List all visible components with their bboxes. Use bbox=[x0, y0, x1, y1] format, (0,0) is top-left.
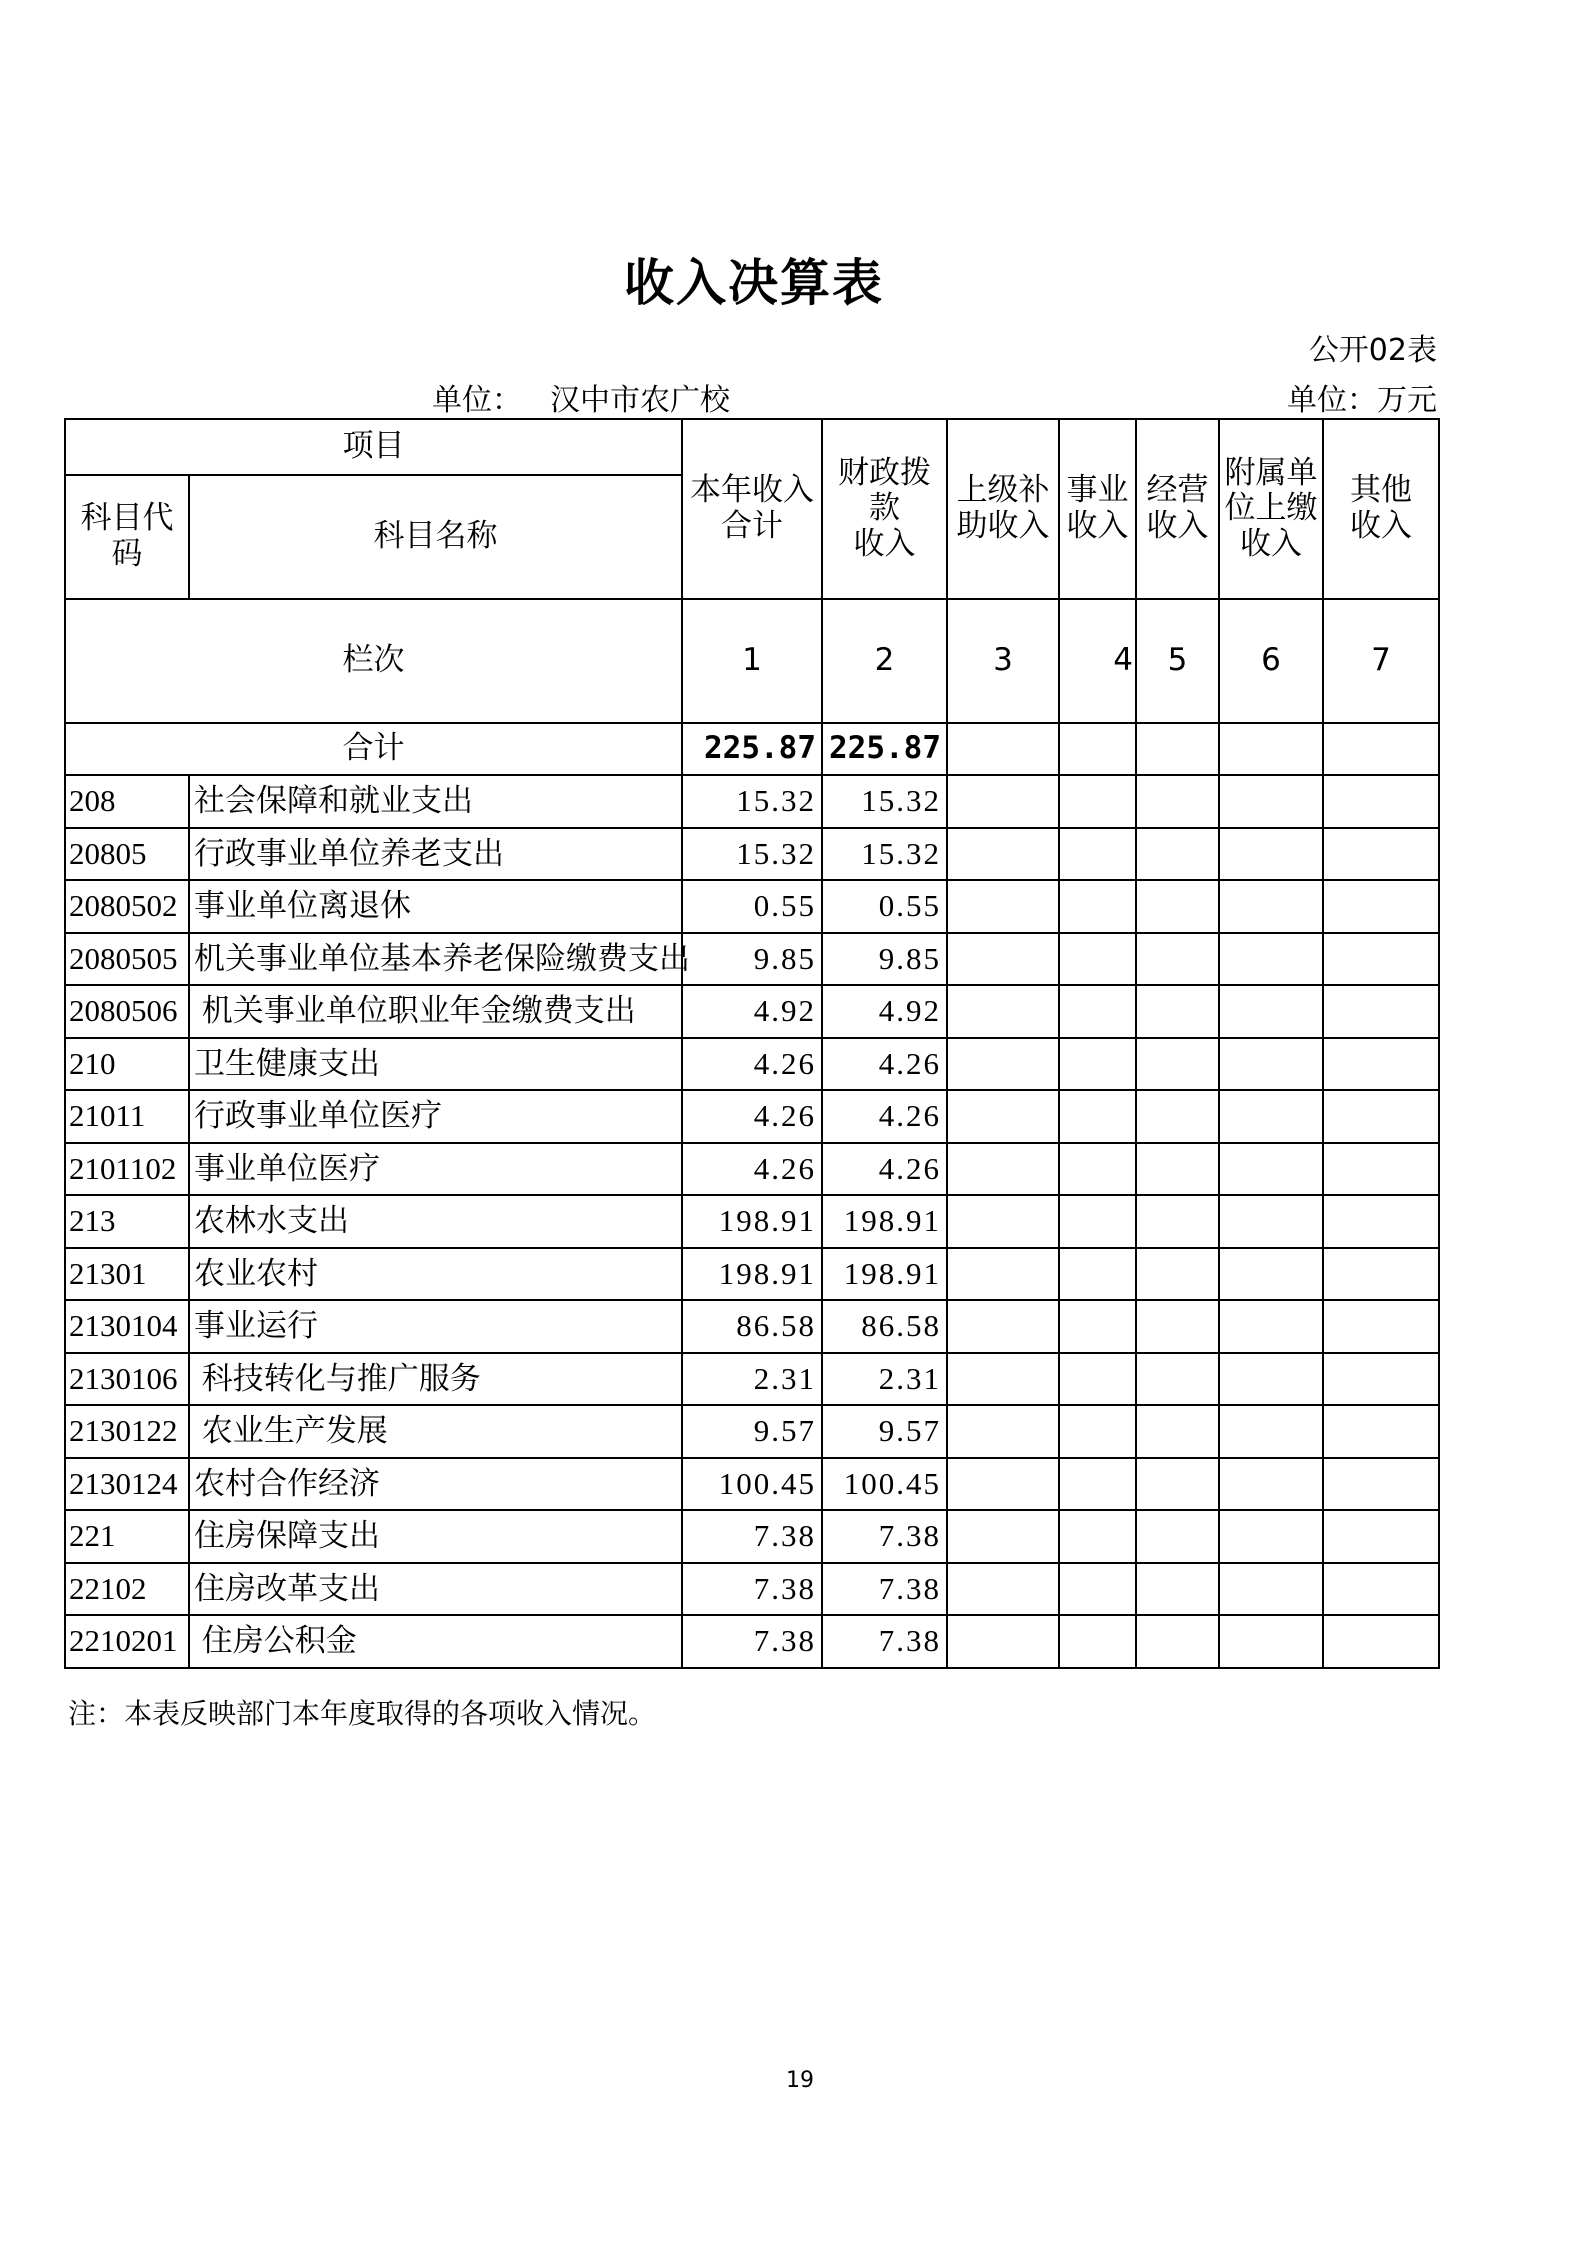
empty-cell bbox=[1323, 933, 1439, 986]
table-row bbox=[65, 1090, 1439, 1143]
income-total-cell: 7.38 bbox=[682, 1563, 822, 1616]
subject-name-cell: 农村合作经济 bbox=[189, 1458, 682, 1511]
empty-cell bbox=[947, 1300, 1059, 1353]
empty-cell bbox=[1219, 1300, 1323, 1353]
subject-name-cell: 机关事业单位职业年金缴费支出 bbox=[189, 985, 682, 1038]
total-empty-cell bbox=[1323, 723, 1439, 775]
header-income-total-line2: 合计 bbox=[721, 508, 783, 544]
fiscal-income-cell: 9.57 bbox=[822, 1405, 947, 1458]
subject-code-cell: 21011 bbox=[65, 1090, 189, 1143]
subject-code-cell: 210 bbox=[65, 1038, 189, 1091]
empty-cell bbox=[1323, 1458, 1439, 1511]
empty-cell bbox=[947, 880, 1059, 933]
empty-cell bbox=[1323, 1038, 1439, 1091]
empty-cell bbox=[1323, 1563, 1439, 1616]
empty-cell bbox=[1219, 1248, 1323, 1301]
table-row bbox=[65, 1143, 1439, 1196]
fiscal-income-cell: 198.91 bbox=[822, 1248, 947, 1301]
header-business-income bbox=[1059, 419, 1136, 599]
total-empty-cell bbox=[1219, 723, 1323, 775]
empty-cell bbox=[947, 1353, 1059, 1406]
table-row bbox=[65, 1300, 1439, 1353]
subject-name-cell: 事业单位医疗 bbox=[189, 1143, 682, 1196]
empty-cell bbox=[1059, 985, 1136, 1038]
empty-cell bbox=[1323, 1615, 1439, 1668]
empty-cell bbox=[1323, 1353, 1439, 1406]
empty-cell bbox=[1219, 1090, 1323, 1143]
total-empty-cell bbox=[1136, 723, 1219, 775]
empty-cell bbox=[1136, 1615, 1219, 1668]
empty-cell bbox=[947, 1563, 1059, 1616]
table-row bbox=[65, 880, 1439, 933]
header-other-income bbox=[1323, 419, 1439, 599]
empty-cell bbox=[1136, 1248, 1219, 1301]
subject-name-cell: 农业农村 bbox=[189, 1248, 682, 1301]
fiscal-income-cell: 4.26 bbox=[822, 1143, 947, 1196]
subject-code-cell: 2130106 bbox=[65, 1353, 189, 1406]
table-row bbox=[65, 1615, 1439, 1668]
empty-cell bbox=[1219, 880, 1323, 933]
empty-cell bbox=[1219, 1563, 1323, 1616]
header-affiliated-income-line3: 收入 bbox=[1240, 525, 1302, 562]
header-subject-code: 科目代码 bbox=[65, 475, 189, 599]
table-row bbox=[65, 985, 1439, 1038]
empty-cell bbox=[1136, 1458, 1219, 1511]
fiscal-income-cell: 198.91 bbox=[822, 1195, 947, 1248]
subject-name-cell: 农林水支出 bbox=[189, 1195, 682, 1248]
income-total-cell: 15.32 bbox=[682, 775, 822, 828]
income-total-cell: 86.58 bbox=[682, 1300, 822, 1353]
fiscal-income-cell: 7.38 bbox=[822, 1615, 947, 1668]
income-total-cell: 4.26 bbox=[682, 1090, 822, 1143]
fiscal-income-cell: 7.38 bbox=[822, 1563, 947, 1616]
empty-cell bbox=[1323, 1195, 1439, 1248]
empty-cell bbox=[1219, 1615, 1323, 1668]
header-operating-income bbox=[1136, 419, 1219, 599]
empty-cell bbox=[1059, 1510, 1136, 1563]
empty-cell bbox=[1059, 1038, 1136, 1091]
subject-code-cell: 22102 bbox=[65, 1563, 189, 1616]
empty-cell bbox=[1219, 1405, 1323, 1458]
money-unit: 单位：万元 bbox=[1287, 383, 1437, 418]
column-index-1: 1 bbox=[682, 599, 822, 723]
column-index-5: 5 bbox=[1136, 599, 1219, 723]
total-empty-cell bbox=[947, 723, 1059, 775]
empty-cell bbox=[1219, 1458, 1323, 1511]
fiscal-income-cell: 2.31 bbox=[822, 1353, 947, 1406]
income-total-cell: 7.38 bbox=[682, 1615, 822, 1668]
table-row bbox=[65, 1248, 1439, 1301]
empty-cell bbox=[947, 1038, 1059, 1091]
income-total-cell: 2.31 bbox=[682, 1353, 822, 1406]
empty-cell bbox=[1323, 1510, 1439, 1563]
page-title: 收入决算表 bbox=[624, 254, 884, 312]
empty-cell bbox=[1219, 985, 1323, 1038]
empty-cell bbox=[947, 1090, 1059, 1143]
column-index-3: 3 bbox=[947, 599, 1059, 723]
empty-cell bbox=[947, 1248, 1059, 1301]
empty-cell bbox=[1323, 828, 1439, 881]
fiscal-income-cell: 9.85 bbox=[822, 933, 947, 986]
income-total-cell: 198.91 bbox=[682, 1195, 822, 1248]
header-affiliated-income-line2: 位上缴 bbox=[1224, 490, 1318, 527]
empty-cell bbox=[1219, 1195, 1323, 1248]
header-superior-subsidy bbox=[947, 419, 1059, 599]
subject-name-cell: 住房保障支出 bbox=[189, 1510, 682, 1563]
total-empty-cell bbox=[1059, 723, 1136, 775]
fiscal-income-cell: 15.32 bbox=[822, 775, 947, 828]
empty-cell bbox=[1136, 1563, 1219, 1616]
subject-name-cell: 住房公积金 bbox=[189, 1615, 682, 1668]
fiscal-income-cell: 4.26 bbox=[822, 1038, 947, 1091]
empty-cell bbox=[1136, 1510, 1219, 1563]
empty-cell bbox=[1136, 828, 1219, 881]
table-row bbox=[65, 1038, 1439, 1091]
header-superior-subsidy-line2: 助收入 bbox=[956, 508, 1050, 544]
header-fiscal-line1: 财政拨款 bbox=[838, 454, 931, 527]
subject-name-cell: 住房改革支出 bbox=[189, 1563, 682, 1616]
empty-cell bbox=[1059, 828, 1136, 881]
unit-name: 汉中市农广校 bbox=[550, 383, 730, 418]
header-affiliated-income bbox=[1219, 419, 1323, 599]
empty-cell bbox=[1219, 1038, 1323, 1091]
header-affiliated-income-line1: 附属单 bbox=[1224, 454, 1318, 491]
empty-cell bbox=[1136, 985, 1219, 1038]
column-index-2: 2 bbox=[822, 599, 947, 723]
empty-cell bbox=[1323, 1090, 1439, 1143]
empty-cell bbox=[947, 1405, 1059, 1458]
fiscal-income-cell: 7.38 bbox=[822, 1510, 947, 1563]
page-number: 19 bbox=[786, 2068, 814, 2093]
empty-cell bbox=[1059, 1300, 1136, 1353]
empty-cell bbox=[1323, 1143, 1439, 1196]
subject-code-cell: 2080506 bbox=[65, 985, 189, 1038]
subject-code-cell: 2210201 bbox=[65, 1615, 189, 1668]
empty-cell bbox=[1059, 1405, 1136, 1458]
empty-cell bbox=[947, 933, 1059, 986]
empty-cell bbox=[947, 775, 1059, 828]
income-total-cell: 4.26 bbox=[682, 1038, 822, 1091]
income-total-cell: 9.85 bbox=[682, 933, 822, 986]
header-subject-name: 科目名称 bbox=[189, 475, 682, 599]
income-total-cell: 7.38 bbox=[682, 1510, 822, 1563]
empty-cell bbox=[1059, 1615, 1136, 1668]
empty-cell bbox=[1219, 933, 1323, 986]
table-row bbox=[65, 828, 1439, 881]
table-note: 注：本表反映部门本年度取得的各项收入情况。 bbox=[68, 1699, 657, 1730]
fiscal-income-cell: 100.45 bbox=[822, 1458, 947, 1511]
empty-cell bbox=[947, 1143, 1059, 1196]
total-income: 225.87 bbox=[682, 723, 822, 775]
subject-name-cell: 科技转化与推广服务 bbox=[189, 1353, 682, 1406]
column-index-4: 4 bbox=[1059, 599, 1136, 723]
total-label: 合计 bbox=[65, 723, 682, 775]
empty-cell bbox=[947, 1195, 1059, 1248]
subject-code-cell: 2080505 bbox=[65, 933, 189, 986]
empty-cell bbox=[1059, 1563, 1136, 1616]
header-fiscal-line2: 收入 bbox=[853, 525, 916, 562]
empty-cell bbox=[1059, 1143, 1136, 1196]
empty-cell bbox=[1136, 933, 1219, 986]
empty-cell bbox=[1059, 880, 1136, 933]
subject-code-cell: 2101102 bbox=[65, 1143, 189, 1196]
form-number: 公开02表 bbox=[1308, 333, 1437, 368]
empty-cell bbox=[1136, 1143, 1219, 1196]
header-income-total-line1: 本年收入 bbox=[690, 472, 814, 509]
table-row bbox=[65, 1195, 1439, 1248]
empty-cell bbox=[1136, 1038, 1219, 1091]
unit-label: 单位： bbox=[432, 383, 522, 418]
header-income-total bbox=[682, 419, 822, 599]
table-row bbox=[65, 775, 1439, 828]
income-total-cell: 4.92 bbox=[682, 985, 822, 1038]
income-table bbox=[64, 418, 1440, 1669]
subject-code-cell: 2080502 bbox=[65, 880, 189, 933]
empty-cell bbox=[1136, 1195, 1219, 1248]
header-item: 项目 bbox=[65, 419, 682, 475]
empty-cell bbox=[1323, 775, 1439, 828]
column-index-6: 6 bbox=[1219, 599, 1323, 723]
table-row bbox=[65, 933, 1439, 986]
empty-cell bbox=[1323, 880, 1439, 933]
empty-cell bbox=[1059, 1090, 1136, 1143]
subject-name-cell: 事业运行 bbox=[189, 1300, 682, 1353]
income-total-cell: 100.45 bbox=[682, 1458, 822, 1511]
subject-code-cell: 2130104 bbox=[65, 1300, 189, 1353]
subject-code-cell: 2130122 bbox=[65, 1405, 189, 1458]
header-business-income-line2: 收入 bbox=[1066, 508, 1129, 544]
empty-cell bbox=[1323, 985, 1439, 1038]
empty-cell bbox=[1323, 1248, 1439, 1301]
income-total-cell: 9.57 bbox=[682, 1405, 822, 1458]
empty-cell bbox=[947, 1510, 1059, 1563]
empty-cell bbox=[1136, 1090, 1219, 1143]
income-total-cell: 4.26 bbox=[682, 1143, 822, 1196]
empty-cell bbox=[1059, 1458, 1136, 1511]
subject-code-cell: 221 bbox=[65, 1510, 189, 1563]
empty-cell bbox=[1059, 1248, 1136, 1301]
subject-name-cell: 社会保障和就业支出 bbox=[189, 775, 682, 828]
empty-cell bbox=[1136, 1405, 1219, 1458]
subject-name-cell: 农业生产发展 bbox=[189, 1405, 682, 1458]
fiscal-income-cell: 4.26 bbox=[822, 1090, 947, 1143]
empty-cell bbox=[947, 1458, 1059, 1511]
empty-cell bbox=[1219, 775, 1323, 828]
subject-code-cell: 21301 bbox=[65, 1248, 189, 1301]
table-row bbox=[65, 1405, 1439, 1458]
income-total-cell: 0.55 bbox=[682, 880, 822, 933]
subject-code-cell: 208 bbox=[65, 775, 189, 828]
empty-cell bbox=[947, 1615, 1059, 1668]
empty-cell bbox=[1059, 775, 1136, 828]
subject-name-cell: 行政事业单位医疗 bbox=[189, 1090, 682, 1143]
empty-cell bbox=[1219, 1143, 1323, 1196]
empty-cell bbox=[1136, 880, 1219, 933]
empty-cell bbox=[1059, 1195, 1136, 1248]
empty-cell bbox=[1323, 1300, 1439, 1353]
empty-cell bbox=[1059, 933, 1136, 986]
column-index-label: 栏次 bbox=[65, 599, 682, 723]
header-superior-subsidy-line1: 上级补 bbox=[956, 472, 1050, 509]
header-other-income-line1: 其他 bbox=[1350, 472, 1412, 509]
empty-cell bbox=[1219, 1353, 1323, 1406]
fiscal-income-cell: 15.32 bbox=[822, 828, 947, 881]
subject-name-cell: 行政事业单位养老支出 bbox=[189, 828, 682, 881]
empty-cell bbox=[1136, 1353, 1219, 1406]
table-row bbox=[65, 1458, 1439, 1511]
subject-code-cell: 20805 bbox=[65, 828, 189, 881]
header-business-income-line1: 事业 bbox=[1066, 472, 1129, 509]
empty-cell bbox=[1059, 1353, 1136, 1406]
column-index-7: 7 bbox=[1323, 599, 1439, 723]
table-row bbox=[65, 1510, 1439, 1563]
fiscal-income-cell: 0.55 bbox=[822, 880, 947, 933]
subject-name-cell: 卫生健康支出 bbox=[189, 1038, 682, 1091]
subject-code-cell: 2130124 bbox=[65, 1458, 189, 1511]
reporting-unit bbox=[432, 375, 730, 419]
fiscal-income-cell: 86.58 bbox=[822, 1300, 947, 1353]
empty-cell bbox=[1136, 1300, 1219, 1353]
subject-code-cell: 213 bbox=[65, 1195, 189, 1248]
empty-cell bbox=[1323, 1405, 1439, 1458]
total-fiscal: 225.87 bbox=[822, 723, 947, 775]
table-row bbox=[65, 1353, 1439, 1406]
table-row bbox=[65, 1563, 1439, 1616]
header-fiscal bbox=[822, 419, 947, 599]
income-total-cell: 15.32 bbox=[682, 828, 822, 881]
empty-cell bbox=[1219, 1510, 1323, 1563]
header-operating-income-line1: 经营 bbox=[1146, 472, 1209, 509]
subject-name-cell: 事业单位离退休 bbox=[189, 880, 682, 933]
subject-name-cell: 机关事业单位基本养老保险缴费支出 bbox=[189, 933, 682, 986]
fiscal-income-cell: 4.92 bbox=[822, 985, 947, 1038]
empty-cell bbox=[947, 828, 1059, 881]
empty-cell bbox=[947, 985, 1059, 1038]
income-total-cell: 198.91 bbox=[682, 1248, 822, 1301]
empty-cell bbox=[1219, 828, 1323, 881]
empty-cell bbox=[1136, 775, 1219, 828]
header-operating-income-line2: 收入 bbox=[1146, 508, 1209, 544]
header-other-income-line2: 收入 bbox=[1350, 508, 1412, 544]
